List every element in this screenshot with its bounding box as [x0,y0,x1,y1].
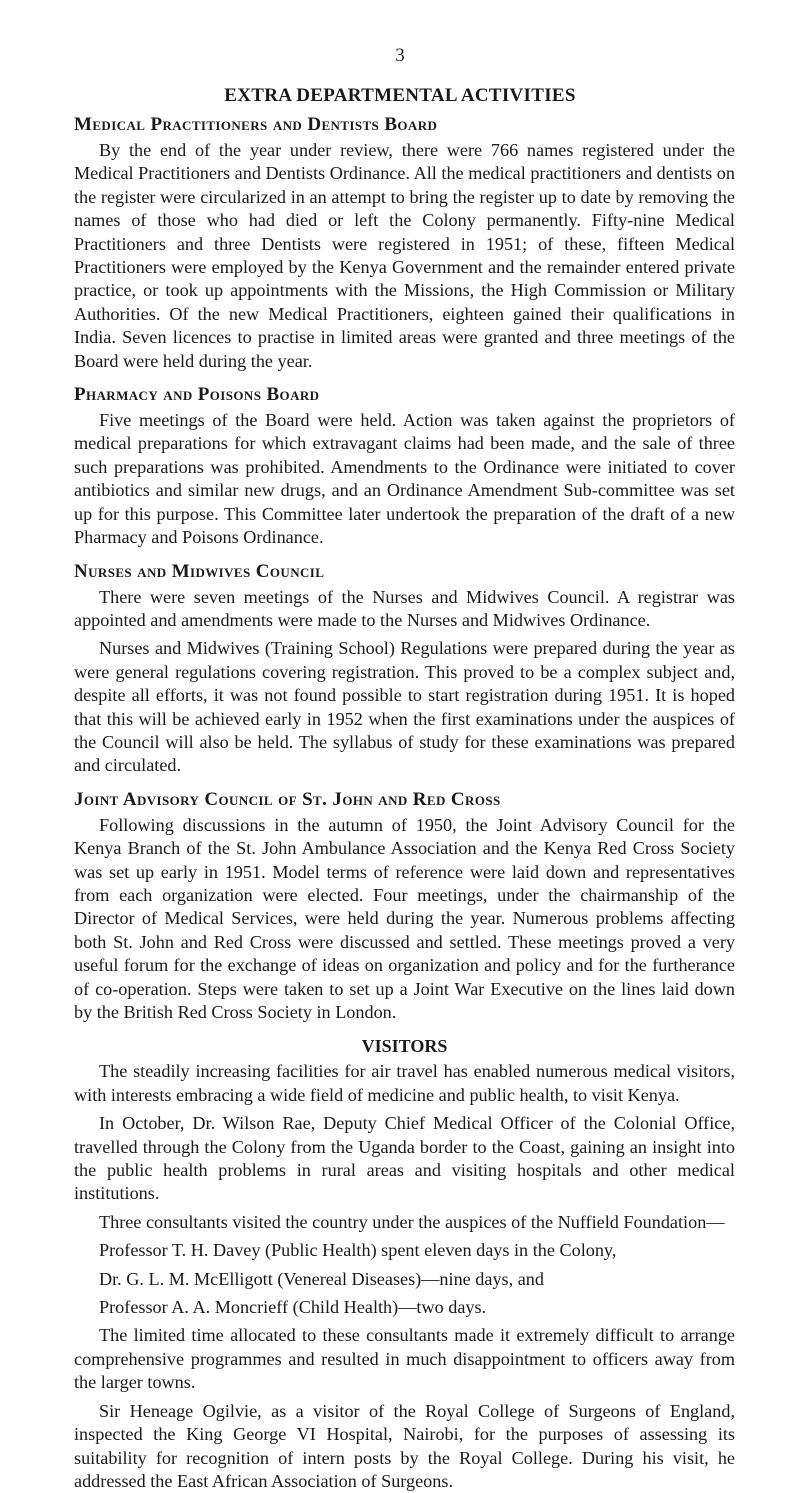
consultant-line: Dr. G. L. M. McElligott (Venereal Diseases)—nine days, and [99,1268,544,1289]
section-heading: Medical Practitioners and Dentists Board [74,114,438,135]
paragraph: Five meetings of the Board were held. Action was taken against the proprietors of medical preparations for which extravagant claims had been made, and the sale of three such preparations was prohibited. Amendments to the Ordinance were initiated to cover antibiotics and similar new drugs, and an Ordinance Amendment Sub-committee was set up for this purpose. This Committee later undertook the preparation of the draft of a new Pharmacy and Poisons Ordinance. [74,410,735,548]
section-nurses-midwives [74,558,735,778]
section-heading: Pharmacy and Poisons Board [74,384,320,406]
section-visitors [74,1032,735,1493]
page-content [74,111,735,1493]
paragraph: Following discussions in the autumn of 1950, the Joint Advisory Council for the Kenya Branch of the St. John Ambulance Association and the Kenya Red Cross Society was set up early in 1951. Model terms of reference were laid down and representatives from each organization were elected. Four meetings, under the chairmanship of the Director of Medical Services, were held during the year. Numerous problems affecting both St. John and Red Cross were discussed and settled. These meetings proved a very useful forum for the exchange of ideas on organization and policy and for the furtherance of co-operation. Steps were taken to set up a Joint War Executive on the lines laid down by the British Red Cross Society in London. [74,814,735,1022]
section-pharmacy-poisons [74,381,735,549]
paragraph: The steadily increasing facilities for air travel has enabled numerous medical visitors, with interests embracing a wide field of medicine and public health, to visit Kenya. [74,1061,735,1105]
paragraph: In October, Dr. Wilson Rae, Deputy Chief Medical Officer of the Colonial Office, travelled through the Colony from the Uganda border to the Coast, gaining an insight into the public health problems in rural areas and visiting hospitals and other medical institutions. [74,1113,735,1204]
consultant-line: Professor A. A. Moncrieff (Child Health)—two days. [99,1297,487,1318]
paragraph: By the end of the year under review, there were 766 names registered under the Medical Practitioners and Dentists Ordinance. All the medical practitioners and dentists on the register were circularized in an attempt to bring the register up to date by removing the names of those who had died or left the Colony permanently. Fifty-nine Medical Practitioners and three Dentists were registered in 1951; of these, fifteen Medical Practitioners were employed by the Kenya Government and the remainder entered private practice, or took up appointments with the Missions, the High Commission or Military Authorities. Of the new Medical Practitioners, eighteen gained their qualifications in India. Seven licences to practise in limited areas were granted and three meetings of the Board were held during the year. [74,140,735,371]
consultant-line: Professor T. H. Davey (Public Health) spent eleven days in the Colony, [99,1240,617,1261]
section-medical-practitioners [74,111,735,373]
section-heading: Joint Advisory Council of St. John and Red Cross [74,788,501,810]
paragraph: Sir Heneage Ogilvie, as a visitor of the Royal College of Surgeons of England, inspected the King George VI Hospital, Nairobi, for the purposes of assessing its suitability for recognition of intern posts by the Royal College. During his visit, he addressed the East African Association of Surgeons. [74,1400,735,1491]
paragraph: Nurses and Midwives (Training School) Regulations were prepared during the year as were general regulations covering registration. This proved to be a complex subject and, despite all efforts, it was not found possible to start registration during 1951. It is hoped that this will be achieved early in 1952 when the first examinations under the auspices of the Council will also be held. The syllabus of study for these examinations was prepared and circulated. [74,638,735,776]
page-number: 3 [395,45,405,66]
page-title: EXTRA DEPARTMENTAL ACTIVITIES [224,85,576,106]
section-heading: Nurses and Midwives Council [74,560,325,582]
paragraph: The limited time allocated to these consultants made it extremely difficult to arrange comprehensive programmes and resulted in much disappointment to officers away from the larger towns. [74,1325,735,1393]
section-joint-advisory-council [74,786,735,1025]
paragraph: There were seven meetings of the Nurses and Midwives Council. A registrar was appointed and amendments were made to the Nurses and Midwives Ordinance. [74,586,735,630]
visitors-heading: VISITORS [361,1036,448,1057]
paragraph: Three consultants visited the country under the auspices of the Nuffield Foundation— [99,1211,725,1232]
